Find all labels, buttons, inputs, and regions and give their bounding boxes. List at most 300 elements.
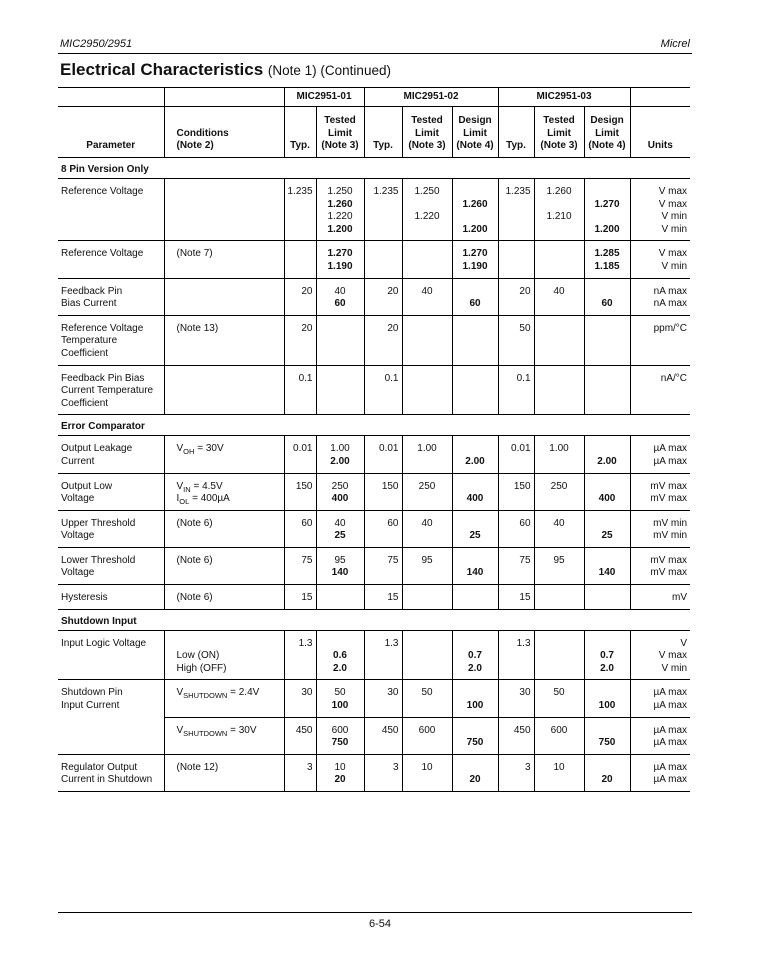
design-limit-03-cell xyxy=(584,510,630,547)
design-limit-02-line: 750 xyxy=(466,737,484,749)
design-limit-02-cell xyxy=(452,510,498,547)
tested-limit-01-line: 2.0 xyxy=(333,662,347,674)
tested-limit-02-line: 95 xyxy=(421,554,433,566)
conditions-line: $V_{IN} = 4.5V$ xyxy=(176,480,223,494)
parameter-line: Reference Voltage xyxy=(61,248,144,260)
typ-01-cell xyxy=(284,179,316,241)
units-cell xyxy=(630,630,690,680)
design-header-02: Design Limit (Note 4) xyxy=(452,107,498,158)
tested-limit-03-line: 1.210 xyxy=(546,211,572,223)
typ-02-cell xyxy=(364,717,402,754)
tested-limit-01-line: 1.260 xyxy=(327,198,353,210)
parameter-cell xyxy=(58,585,164,610)
column-header-row xyxy=(58,107,690,158)
typ-03-line: 75 xyxy=(519,554,531,566)
design-limit-02-line xyxy=(456,555,495,568)
units-cell xyxy=(630,510,690,547)
units-cell xyxy=(630,754,690,791)
parameter-line: Voltage xyxy=(61,493,95,505)
parameter-cell xyxy=(58,365,164,415)
parameter-line: Current in Shutdown xyxy=(61,774,153,786)
footer-rule xyxy=(58,912,692,913)
tested-header-01: Tested Limit (Note 3) xyxy=(316,107,364,158)
typ-01-line: 60 xyxy=(301,517,313,529)
conditions-cell xyxy=(164,754,284,791)
typ-01-cell xyxy=(284,547,316,584)
design-header-03: Design Limit (Note 4) xyxy=(584,107,630,158)
typ-01-line: 3 xyxy=(306,761,313,773)
design-limit-02-line: 0.7 xyxy=(468,650,482,662)
typ-01-line: 150 xyxy=(295,480,313,492)
section-title: 8 Pin Version Only xyxy=(61,164,149,175)
design-limit-03-cell xyxy=(584,365,630,415)
typ-02-cell xyxy=(364,473,402,510)
tested-limit-03-cell xyxy=(534,473,584,510)
typ-03-cell xyxy=(498,547,534,584)
parameter-cell xyxy=(58,510,164,547)
conditions-line: (Note 13) xyxy=(176,322,219,334)
design-limit-02-line xyxy=(456,323,495,336)
conditions-cell xyxy=(164,547,284,584)
design-limit-03-cell xyxy=(584,547,630,584)
tested-limit-02-cell xyxy=(402,510,452,547)
design-limit-02-line xyxy=(456,762,495,775)
table-row xyxy=(58,365,690,415)
design-limit-03-cell xyxy=(584,436,630,473)
typ-02-cell xyxy=(364,585,402,610)
design-limit-03-cell xyxy=(584,315,630,365)
typ-01-cell xyxy=(284,365,316,415)
parameter-line: Feedback Pin xyxy=(61,285,123,297)
tested-limit-01-line: 1.200 xyxy=(327,223,353,235)
design-limit-03-cell xyxy=(584,179,630,241)
tested-limit-03-line xyxy=(538,592,581,605)
device-header-03: MIC2951-03 xyxy=(498,88,630,107)
parameter-cell xyxy=(58,473,164,510)
typ-03-line: 60 xyxy=(519,517,531,529)
conditions-line: $V_{SHUTDOWN} = 30V$ xyxy=(176,724,257,738)
document-series-label: MIC2950/2951 xyxy=(60,38,133,50)
tested-limit-03-line: 10 xyxy=(553,761,565,773)
design-limit-03-line: 2.00 xyxy=(597,455,617,467)
tested-limit-03-cell xyxy=(534,717,584,754)
tested-limit-01-line: 750 xyxy=(331,737,349,749)
typ-02-line: 0.1 xyxy=(384,372,399,384)
parameter-header: Parameter xyxy=(58,107,164,158)
tested-limit-01-line: 40 xyxy=(334,517,346,529)
tested-limit-01-cell xyxy=(316,680,364,717)
tested-limit-02-line: 600 xyxy=(418,724,436,736)
tested-header-03: Tested Limit (Note 3) xyxy=(534,107,584,158)
tested-limit-02-cell xyxy=(402,473,452,510)
conditions-line xyxy=(177,638,281,651)
typ-03-cell xyxy=(498,473,534,510)
tested-limit-03-line xyxy=(538,248,581,261)
design-limit-02-cell xyxy=(452,241,498,278)
design-limit-02-line xyxy=(456,592,495,605)
typ-01-line: 20 xyxy=(301,285,313,297)
design-limit-02-line: 20 xyxy=(469,774,481,786)
typ-03-cell xyxy=(498,510,534,547)
parameter-line: Current xyxy=(61,455,95,467)
typ-02-line: 20 xyxy=(387,322,399,334)
section-title: Shutdown Input xyxy=(61,615,137,627)
parameter-line: Input Current xyxy=(61,700,120,712)
parameter-line: Reference Voltage xyxy=(61,186,144,197)
parameter-line: Voltage xyxy=(61,567,95,579)
units-line: ppm/°C xyxy=(653,322,688,334)
design-limit-02-line: 60 xyxy=(469,298,481,310)
tested-limit-03-cell xyxy=(534,436,584,473)
typ-02-cell xyxy=(364,754,402,791)
design-limit-02-line: 1.190 xyxy=(462,260,488,272)
conditions-line: High (OFF) xyxy=(176,662,227,674)
typ-02-line: 3 xyxy=(392,761,399,773)
design-limit-02-line xyxy=(456,481,495,494)
design-limit-02-cell xyxy=(452,179,498,241)
page-title-sub: (Note 1) (Continued) xyxy=(267,63,391,78)
design-limit-03-cell xyxy=(584,754,630,791)
table-row xyxy=(58,585,690,610)
parameter-line xyxy=(61,724,161,737)
typ-01-cell xyxy=(284,510,316,547)
design-limit-03-line: 100 xyxy=(598,700,616,712)
typ-01-line: 1.3 xyxy=(298,637,313,649)
design-limit-03-line xyxy=(588,592,627,605)
design-limit-03-line: 60 xyxy=(601,298,613,310)
conditions-line: (Note 6) xyxy=(176,517,213,529)
units-line: µA max xyxy=(653,774,688,786)
tested-limit-01-line: 50 xyxy=(334,687,346,699)
design-limit-02-line xyxy=(456,687,495,700)
tested-limit-02-line: 1.250 xyxy=(414,186,440,197)
design-limit-02-line xyxy=(456,286,495,299)
tested-limit-01-line: 1.220 xyxy=(327,211,353,223)
tested-limit-01-cell xyxy=(316,365,364,415)
parameter-line: Upper Threshold xyxy=(61,517,136,529)
typ-03-line: 20 xyxy=(519,285,531,297)
design-limit-03-line: 1.185 xyxy=(594,260,620,272)
design-limit-02-cell xyxy=(452,754,498,791)
units-line: µA max xyxy=(653,687,688,699)
typ-01-cell xyxy=(284,473,316,510)
conditions-line xyxy=(177,286,281,299)
design-limit-03-cell xyxy=(584,585,630,610)
typ-01-line: 30 xyxy=(301,687,313,699)
tested-limit-01-cell xyxy=(316,510,364,547)
units-header: Units xyxy=(630,107,690,158)
design-limit-02-line xyxy=(456,725,495,738)
units-cell xyxy=(630,680,690,717)
typ-02-line: 1.235 xyxy=(373,186,399,197)
tested-limit-03-line: 1.00 xyxy=(549,443,569,455)
design-limit-03-line: 750 xyxy=(598,737,616,749)
design-limit-03-line xyxy=(588,762,627,775)
design-limit-03-line xyxy=(588,725,627,738)
tested-limit-02-cell xyxy=(402,585,452,610)
typ-03-cell xyxy=(498,278,534,315)
design-limit-03-line xyxy=(588,638,627,651)
design-limit-03-line xyxy=(588,373,627,386)
typ-03-cell xyxy=(498,717,534,754)
parameter-cell xyxy=(58,717,164,754)
tested-limit-03-line xyxy=(538,373,581,386)
units-line: mV max xyxy=(650,567,688,579)
device-header-01: MIC2951-01 xyxy=(284,88,364,107)
parameter-line: Feedback Pin Bias xyxy=(61,372,145,384)
design-limit-03-line: 400 xyxy=(598,493,616,505)
tested-limit-03-cell xyxy=(534,510,584,547)
tested-limit-01-line: 1.270 xyxy=(327,248,353,260)
typ-01-cell xyxy=(284,315,316,365)
typ-02-line: 15 xyxy=(387,592,399,604)
typ-01-cell xyxy=(284,278,316,315)
conditions-line: Low (ON) xyxy=(176,650,220,662)
tested-limit-02-cell xyxy=(402,179,452,241)
design-limit-03-cell xyxy=(584,241,630,278)
parameter-cell xyxy=(58,680,164,717)
typ-03-cell xyxy=(498,179,534,241)
conditions-cell xyxy=(164,630,284,680)
units-line: µA max xyxy=(653,761,688,773)
tested-limit-01-line: 250 xyxy=(331,480,349,492)
conditions-line xyxy=(177,186,281,199)
parameter-cell xyxy=(58,436,164,473)
tested-limit-02-cell xyxy=(402,754,452,791)
conditions-line: $V_{OH} = 30V$ xyxy=(176,443,224,457)
typ-02-cell xyxy=(364,547,402,584)
design-limit-03-line: 1.270 xyxy=(594,198,620,210)
tested-limit-01-cell xyxy=(316,547,364,584)
design-limit-03-cell xyxy=(584,717,630,754)
typ-02-cell xyxy=(364,436,402,473)
tested-limit-01-line: 60 xyxy=(334,298,346,310)
tested-limit-02-line xyxy=(406,248,449,261)
typ-02-line xyxy=(368,248,399,261)
typ-01-line: 15 xyxy=(301,592,313,604)
design-limit-03-line xyxy=(588,211,627,224)
units-cell xyxy=(630,436,690,473)
table-body xyxy=(58,158,690,792)
units-line: V max xyxy=(658,186,688,197)
design-limit-03-line xyxy=(588,518,627,531)
tested-limit-02-line: 1.220 xyxy=(414,211,440,223)
design-limit-03-line: 0.7 xyxy=(600,650,614,662)
design-limit-02-line: 2.0 xyxy=(468,662,482,674)
conditions-cell xyxy=(164,278,284,315)
typ-02-cell xyxy=(364,315,402,365)
conditions-header: Conditions (Note 2) xyxy=(164,107,284,158)
device-header-row xyxy=(58,88,690,107)
header-rule xyxy=(58,53,692,54)
tested-limit-01-cell xyxy=(316,278,364,315)
units-line: µA max xyxy=(653,724,688,736)
typ-01-cell xyxy=(284,754,316,791)
design-limit-02-line xyxy=(456,518,495,531)
design-limit-03-cell xyxy=(584,680,630,717)
typ-01-line: 20 xyxy=(301,322,313,334)
conditions-cell xyxy=(164,241,284,278)
tested-limit-03-line: 1.260 xyxy=(546,186,572,197)
table-row xyxy=(58,241,690,278)
tested-limit-01-line: 600 xyxy=(331,724,349,736)
design-limit-03-cell xyxy=(584,630,630,680)
tested-limit-01-cell xyxy=(316,436,364,473)
tested-limit-02-line: 50 xyxy=(421,687,433,699)
tested-limit-02-line xyxy=(406,224,449,237)
design-limit-03-line: 20 xyxy=(601,774,613,786)
tested-limit-01-cell xyxy=(316,179,364,241)
units-line: V min xyxy=(661,211,688,223)
tested-limit-01-line xyxy=(320,592,361,605)
tested-limit-01-line xyxy=(320,323,361,336)
typ-03-cell xyxy=(498,754,534,791)
tested-limit-03-cell xyxy=(534,241,584,278)
units-line: V max xyxy=(658,248,688,260)
typ-01-line: 75 xyxy=(301,554,313,566)
design-limit-03-line xyxy=(588,443,627,456)
tested-limit-03-cell xyxy=(534,585,584,610)
tested-limit-02-cell xyxy=(402,630,452,680)
table-row xyxy=(58,680,690,717)
conditions-line: $V_{SHUTDOWN} = 2.4V$ xyxy=(176,687,260,701)
tested-limit-02-cell xyxy=(402,241,452,278)
design-limit-02-line xyxy=(456,211,495,224)
design-limit-02-cell xyxy=(452,680,498,717)
tested-limit-01-line: 25 xyxy=(334,530,346,542)
units-line: µA max xyxy=(653,455,688,467)
design-limit-02-line: 100 xyxy=(466,700,484,712)
conditions-line: (Note 6) xyxy=(176,554,213,566)
table-row xyxy=(58,510,690,547)
typ-01-cell xyxy=(284,717,316,754)
design-limit-02-cell xyxy=(452,585,498,610)
design-limit-02-line xyxy=(456,373,495,386)
typ-01-line: 0.01 xyxy=(293,443,313,455)
tested-limit-01-line: 0.6 xyxy=(333,650,347,662)
parameter-line: Temperature xyxy=(61,335,118,347)
design-limit-02-line xyxy=(456,638,495,651)
tested-limit-01-cell xyxy=(316,630,364,680)
tested-limit-03-line: 40 xyxy=(553,517,565,529)
parameter-cell xyxy=(58,630,164,680)
tested-limit-02-line xyxy=(406,592,449,605)
tested-limit-01-cell xyxy=(316,315,364,365)
conditions-line: (Note 12) xyxy=(176,761,219,773)
page-number: 6-54 xyxy=(368,918,392,930)
tested-limit-03-cell xyxy=(534,547,584,584)
parameter-line: Coefficient xyxy=(61,347,109,359)
typ-01-cell xyxy=(284,436,316,473)
tested-limit-03-cell xyxy=(534,365,584,415)
tested-limit-03-line xyxy=(538,199,581,212)
design-limit-02-line: 25 xyxy=(469,530,481,542)
tested-limit-03-cell xyxy=(534,754,584,791)
design-limit-03-line xyxy=(588,555,627,568)
design-limit-03-line xyxy=(588,186,627,199)
table-row xyxy=(58,630,690,680)
design-limit-03-line: 25 xyxy=(601,530,613,542)
tested-limit-01-line: 400 xyxy=(331,493,349,505)
units-cell xyxy=(630,315,690,365)
typ-01-line: 0.1 xyxy=(298,372,313,384)
typ-03-cell xyxy=(498,630,534,680)
tested-limit-02-cell xyxy=(402,717,452,754)
typ-02-line: 20 xyxy=(387,285,399,297)
tested-limit-02-cell xyxy=(402,278,452,315)
units-line: V max xyxy=(658,650,688,662)
parameter-line: Hysteresis xyxy=(61,592,108,604)
typ-02-cell xyxy=(364,179,402,241)
parameter-line: Output Low xyxy=(61,480,113,492)
typ-02-cell xyxy=(364,630,402,680)
tested-limit-02-line: 10 xyxy=(421,761,433,773)
units-cell xyxy=(630,241,690,278)
tested-limit-01-line xyxy=(320,373,361,386)
typ-03-cell xyxy=(498,436,534,473)
conditions-cell xyxy=(164,179,284,241)
tested-limit-03-line xyxy=(538,224,581,237)
conditions-cell xyxy=(164,585,284,610)
units-line: µA max xyxy=(653,700,688,712)
tested-limit-01-cell xyxy=(316,754,364,791)
design-limit-02-cell xyxy=(452,630,498,680)
units-cell xyxy=(630,365,690,415)
tested-limit-01-line: 95 xyxy=(334,554,346,566)
typ-01-cell xyxy=(284,680,316,717)
design-limit-03-cell xyxy=(584,278,630,315)
design-limit-02-cell xyxy=(452,473,498,510)
typ-02-line: 60 xyxy=(387,517,399,529)
conditions-line xyxy=(177,373,281,386)
design-limit-02-cell xyxy=(452,547,498,584)
section-title: Error Comparator xyxy=(61,421,145,433)
tested-limit-01-line: 10 xyxy=(334,761,346,773)
table-row xyxy=(58,179,690,241)
page-title-main: Electrical Characteristics xyxy=(60,60,264,79)
tested-limit-03-cell xyxy=(534,179,584,241)
typ-03-line: 1.235 xyxy=(505,186,531,197)
tested-header-02: Tested Limit (Note 3) xyxy=(402,107,452,158)
units-cell xyxy=(630,547,690,584)
typ-01-line: 450 xyxy=(295,724,313,736)
section-header-row xyxy=(58,415,690,436)
tested-limit-01-line: 100 xyxy=(331,700,349,712)
table-row xyxy=(58,754,690,791)
tested-limit-02-line: 40 xyxy=(421,517,433,529)
table-row xyxy=(58,315,690,365)
tested-limit-01-line: 1.190 xyxy=(327,260,353,272)
tested-limit-02-cell xyxy=(402,436,452,473)
typ-01-cell xyxy=(284,630,316,680)
tested-limit-03-line: 600 xyxy=(550,724,568,736)
parameter-line: Reference Voltage xyxy=(61,322,144,334)
tested-limit-01-line: 2.00 xyxy=(330,455,350,467)
design-limit-02-line: 2.00 xyxy=(465,455,485,467)
conditions-cell xyxy=(164,315,284,365)
design-limit-02-line: 140 xyxy=(466,567,484,579)
tested-limit-01-line: 1.250 xyxy=(327,186,353,197)
tested-limit-03-line: 50 xyxy=(553,687,565,699)
tested-limit-02-cell xyxy=(402,365,452,415)
device-header-02: MIC2951-02 xyxy=(364,88,498,107)
conditions-cell xyxy=(164,436,284,473)
parameter-line: Bias Current xyxy=(61,298,117,310)
design-limit-03-line xyxy=(588,286,627,299)
design-limit-03-cell xyxy=(584,473,630,510)
conditions-cell xyxy=(164,365,284,415)
units-line: mV min xyxy=(653,530,688,542)
